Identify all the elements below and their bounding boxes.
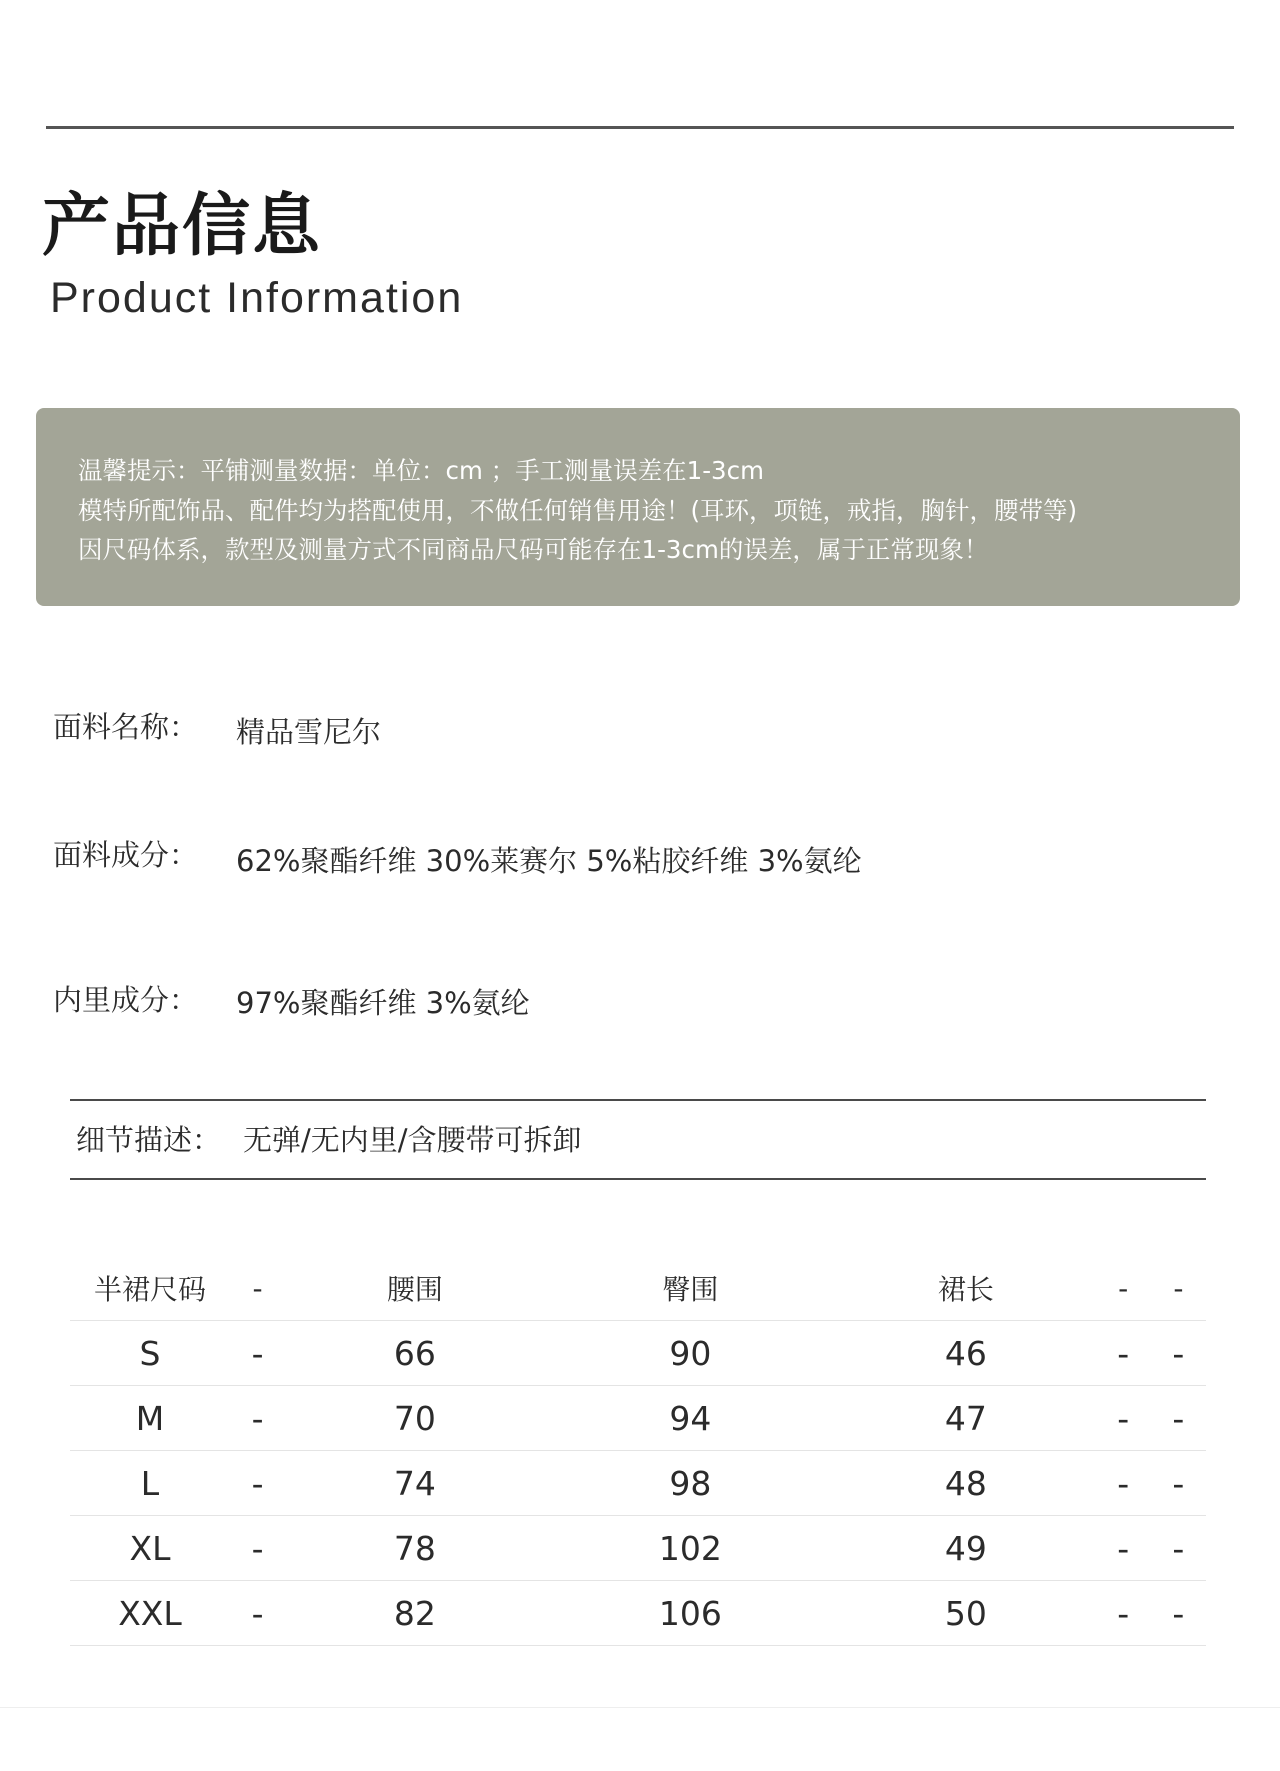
table-cell: 49 [836,1516,1095,1581]
table-cell: XXL [70,1581,230,1646]
table-cell: - [1151,1386,1206,1451]
table-cell: - [1151,1516,1206,1581]
table-cell: - [230,1451,285,1516]
header-cell: - [230,1256,285,1321]
table-cell: 102 [545,1516,837,1581]
table-cell: 46 [836,1321,1095,1386]
table-row [70,1516,1206,1581]
table-cell: 106 [545,1581,837,1646]
table-cell: - [230,1386,285,1451]
fabric-composition-label: 面料成分： [53,838,199,872]
table-cell: S [70,1321,230,1386]
notice-line: 因尺码体系，款型及测量方式不同商品尺码可能存在1-3cm的误差，属于正常现象！ [78,535,989,564]
header-cell: 半裙尺码 [70,1256,230,1321]
fabric-name-value: 精品雪尼尔 [236,715,382,749]
table-cell: 82 [285,1581,544,1646]
table-cell: - [230,1581,285,1646]
size-table [70,1256,1206,1646]
details-top-divider [70,1099,1206,1101]
fabric-composition-value: 62%聚酯纤维 30%莱赛尔 5%粘胶纤维 3%氨纶 [236,844,862,878]
table-cell: 74 [285,1451,544,1516]
table-cell: - [230,1516,285,1581]
notice-line: 模特所配饰品、配件均为搭配使用，不做任何销售用途！(耳环，项链，戒指，胸针，腰带等) [78,495,1078,525]
table-row [70,1321,1206,1386]
table-cell: 78 [285,1516,544,1581]
table-cell: - [1151,1321,1206,1386]
table-cell: - [1096,1516,1151,1581]
table-row [70,1451,1206,1516]
table-row [70,1581,1206,1646]
table-cell: 66 [285,1321,544,1386]
table-cell: - [1096,1581,1151,1646]
table-cell: 98 [545,1451,837,1516]
table-cell: XL [70,1516,230,1581]
header-cell: 腰围 [285,1256,544,1321]
details-bottom-divider [70,1178,1206,1180]
details-label: 细节描述： [76,1123,222,1157]
table-cell: 90 [545,1321,837,1386]
table-cell: 48 [836,1451,1095,1516]
details-value: 无弹/无内里/含腰带可拆卸 [243,1123,582,1157]
lining-composition-label: 内里成分： [53,983,199,1017]
header-cell: - [1096,1256,1151,1321]
details-row [76,1118,582,1159]
table-cell: M [70,1386,230,1451]
page-title: 产品信息 [42,187,323,266]
header-cell: 臀围 [545,1256,837,1321]
table-cell: - [1096,1451,1151,1516]
table-cell: - [1096,1321,1151,1386]
header-cell: - [1151,1256,1206,1321]
bottom-divider [0,1707,1280,1708]
table-cell: 50 [836,1581,1095,1646]
table-cell: - [1096,1386,1151,1451]
table-cell: - [1151,1581,1206,1646]
table-cell: 94 [545,1386,837,1451]
notice-box [36,408,1240,606]
table-cell: - [230,1321,285,1386]
fabric-name-label: 面料名称： [53,710,199,744]
header-cell: 裙长 [836,1256,1095,1321]
table-header-row [70,1256,1206,1321]
top-divider [46,126,1234,129]
table-cell: - [1151,1451,1206,1516]
table-cell: 70 [285,1386,544,1451]
table-cell: 47 [836,1386,1095,1451]
notice-line: 温馨提示：平铺测量数据：单位：cm ；手工测量误差在1-3cm [78,456,764,485]
table-row [70,1386,1206,1451]
lining-composition-value: 97%聚酯纤维 3%氨纶 [236,986,530,1020]
table-cell: L [70,1451,230,1516]
page-subtitle: Product Information [50,274,464,322]
